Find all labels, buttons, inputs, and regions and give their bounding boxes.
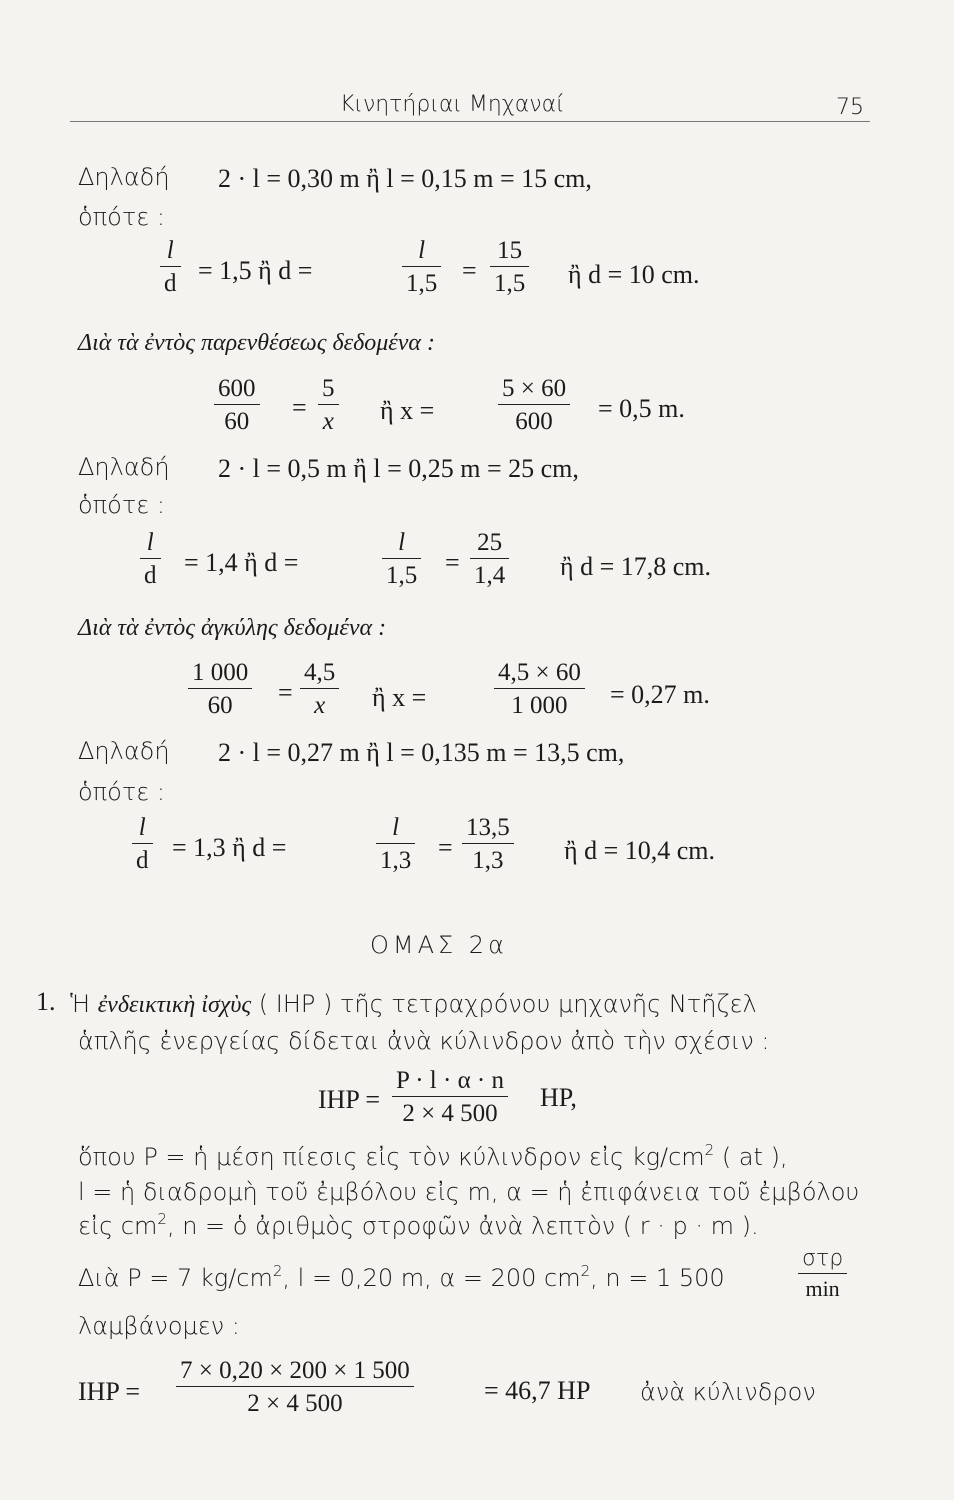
result-lhs: IHP = — [78, 1377, 141, 1406]
block1-label-whence: ὁπότε : — [78, 203, 165, 231]
running-title: Κινητήριαι Μηχαναί — [340, 92, 565, 117]
result-tail: ἀνὰ κύλινδρον — [640, 1378, 816, 1406]
block1-ratio: = 1,5 ἢ d = — [198, 256, 313, 285]
block2-frac-5-x: 5 x — [318, 376, 339, 434]
item-number: 1. — [36, 987, 56, 1016]
page-number: 75 — [836, 95, 864, 120]
block3-eq-sign: = — [438, 833, 453, 862]
values-line: Διὰ P = 7 $kg/cm^2$, l = 0,20 m, α = 200 $cm^2$, n = 1 500 — [78, 1262, 725, 1292]
formula-lhs: IHP = — [318, 1085, 381, 1114]
block3-frac-1000-60: 1 000 60 — [188, 660, 252, 718]
formula-rhs: HP, — [540, 1083, 577, 1112]
block3-frac-135-over-13: 13,5 1,3 — [462, 815, 514, 873]
block3-frac-l-over-d: l d — [132, 815, 153, 873]
block2-ratio: = 1,4 ἢ d = — [184, 548, 299, 577]
block2-frac-l-over-d: l d — [140, 530, 161, 588]
header-rule — [70, 121, 870, 122]
block3-label-namely: Δηλαδή — [78, 737, 170, 765]
definition-line-1: ὅπου P = ἡ μέση πίεσις εἰς τὸν κύλινδρον εἰς $kg/cm^2$ ( at ), — [78, 1141, 788, 1171]
block3-frac-l-over-13: l 1,3 — [376, 815, 415, 873]
block2-result: ἢ d = 17,8 cm. — [560, 552, 712, 581]
block3-result: ἢ d = 10,4 cm. — [564, 836, 716, 865]
block2-equation: 2 · l = 0,5 m ἢ l = 0,25 m = 25 cm, — [218, 454, 579, 483]
block2-heading: Διὰ τὰ ἐντὸς παρενθέσεως δεδομένα : — [78, 330, 435, 356]
block3-frac-45-x: 4,5 x — [300, 660, 339, 718]
block1-frac-15-over-15: 15 1,5 — [490, 238, 529, 296]
result-rhs: = 46,7 HP — [484, 1376, 591, 1405]
block1-eq-sign: = — [462, 256, 477, 285]
block3-result-x: = 0,27 m. — [610, 680, 710, 709]
block2-result-x: = 0,5 m. — [598, 394, 685, 423]
block3-equation: 2 · l = 0,27 m ἢ l = 0,135 m = 13,5 cm, — [218, 738, 625, 767]
block2-label-whence: ὁπότε : — [78, 491, 165, 519]
paragraph-line-2: ἁπλῆς ἐνεργείας δίδεται ἀνὰ κύλινδρον ἀπὸ τὴν σχέσιν : — [78, 1027, 770, 1055]
formula-fraction: P · l · α · n 2 × 4 500 — [392, 1068, 508, 1126]
take-label: λαμβάνομεν : — [78, 1312, 240, 1340]
block2-frac-25-over-14: 25 1,4 — [470, 530, 509, 588]
block2-frac-5x60-600: 5 × 60 600 — [498, 376, 570, 434]
definition-line-3: εἰς $cm^2$, n = ὁ ἀριθμὸς στροφῶν ἀνὰ λεπτὸν ( r · p · m ). — [78, 1210, 759, 1240]
paragraph-line-1: Ἡ ἐνδεικτικὴ ἰσχὺς ( IHP ) τῆς τετραχρόνου μηχανῆς Ντῆζελ — [70, 990, 757, 1018]
block3-label-whence: ὁπότε : — [78, 778, 165, 806]
block3-heading: Διὰ τὰ ἐντὸς ἀγκύλης δεδομένα : — [78, 615, 387, 641]
block1-equation: 2 · l = 0,30 m ἢ l = 0,15 m = 15 cm, — [218, 164, 592, 193]
block2-frac-l-over-15: l 1,5 — [382, 530, 421, 588]
result-fraction: 7 × 0,20 × 200 × 1 500 2 × 4 500 — [176, 1358, 414, 1416]
definition-line-2: l = ἡ διαδρομὴ τοῦ ἐμβόλου εἰς m, α = ἡ ἐπιφάνεια τοῦ ἐμβόλου — [78, 1178, 860, 1206]
block1-label-namely: Δηλαδή — [78, 163, 170, 191]
block1-result: ἢ d = 10 cm. — [568, 260, 700, 289]
section-title: ΟΜΑΣ 2α — [370, 931, 508, 959]
block1-frac-l-over-15: l 1,5 — [402, 238, 441, 296]
block2-eq-sign: = — [445, 548, 460, 577]
block3-eq: = — [278, 678, 293, 707]
block2-label-namely: Δηλαδή — [78, 453, 170, 481]
rpm-unit-fraction: στρ min — [798, 1248, 847, 1300]
block3-or-x: ἢ x = — [372, 683, 427, 712]
block2-frac-600-60: 600 60 — [214, 376, 260, 434]
block3-frac-45x60-1000: 4,5 × 60 1 000 — [494, 660, 585, 718]
block2-or-x: ἢ x = — [380, 396, 435, 425]
block3-ratio: = 1,3 ἢ d = — [172, 833, 287, 862]
block1-frac-l-over-d: l d — [160, 238, 181, 296]
block2-eq: = — [292, 393, 307, 422]
